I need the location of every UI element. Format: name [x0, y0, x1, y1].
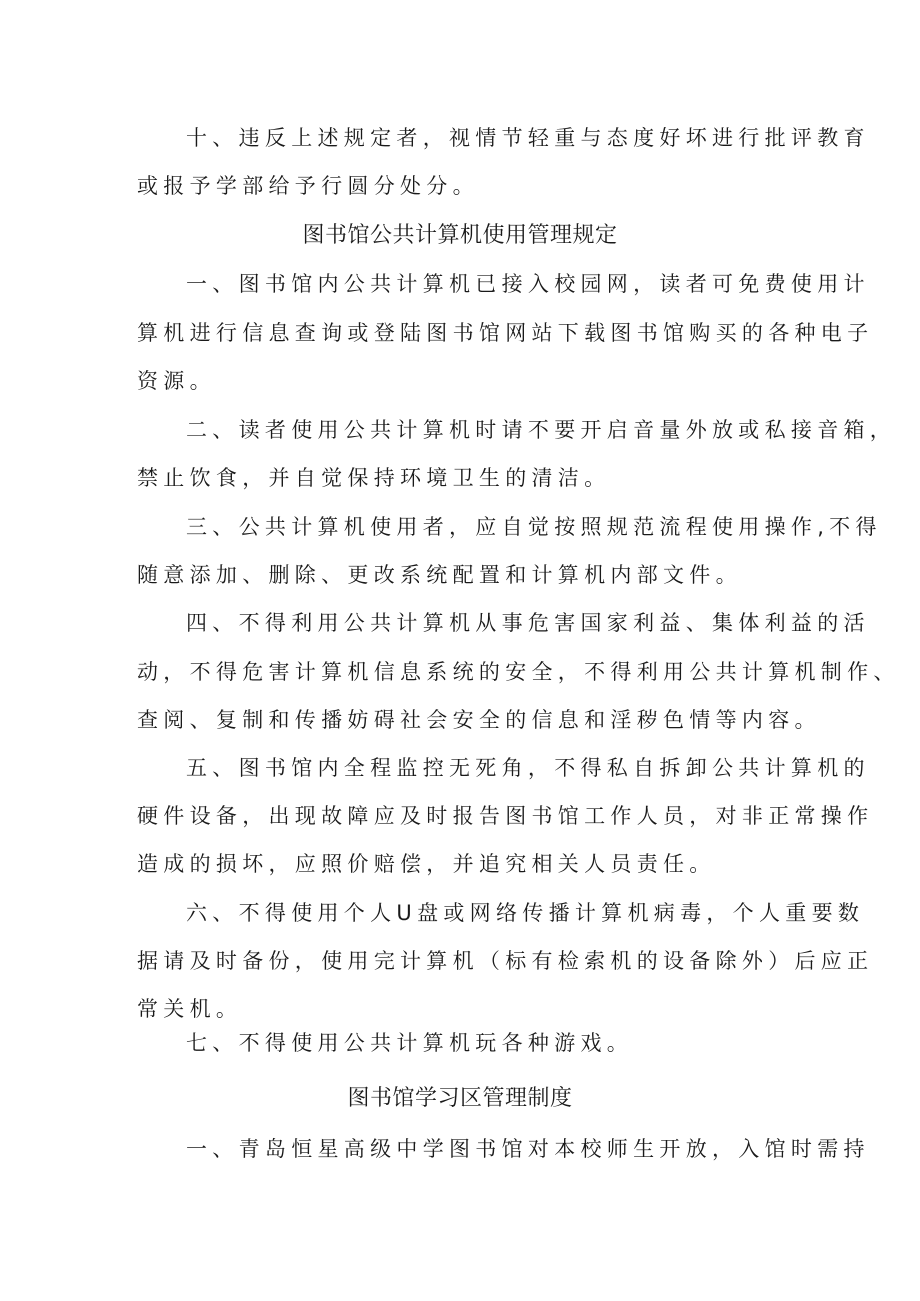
- section-heading-study-area-rules: 图书馆学习区管理制度: [347, 1086, 573, 1111]
- computer-rule-1-line-2: 算机进行信息查询或登陆图书馆网站下载图书馆购买的各种电子: [137, 321, 874, 345]
- computer-rule-3-line-1: 三、公共计算机使用者，应自觉按照规范流程使用操作,不得: [186, 515, 882, 539]
- section-heading-computer-rules: 图书馆公共计算机使用管理规定: [302, 223, 618, 248]
- computer-rule-6-line-3: 常关机。: [137, 997, 243, 1021]
- computer-rule-4-line-1: 四、不得利用公共计算机从事危害国家利益、集体利益的活: [186, 611, 870, 635]
- computer-rule-6-line-1: 六、不得使用个人U盘或网络传播计算机病毒，个人重要数: [186, 901, 865, 925]
- computer-rule-1-line-1: 一、图书馆内公共计算机已接入校园网，读者可免费使用计: [186, 272, 870, 296]
- computer-rule-6-line-2: 据请及时备份，使用完计算机（标有检索机的设备除外）后应正: [137, 949, 874, 973]
- computer-rule-2-line-1: 二、读者使用公共计算机时请不要开启音量外放或私接音箱，: [186, 418, 897, 442]
- computer-rule-1-line-3: 资源。: [137, 369, 216, 393]
- computer-rule-7-line-1: 七、不得使用公共计算机玩各种游戏。: [186, 1031, 634, 1055]
- paragraph-10-line-1: 十、违反上述规定者，视情节轻重与态度好坏进行批评教育: [186, 126, 870, 150]
- computer-rule-5-line-3: 造成的损坏，应照价赔偿，并追究相关人员责任。: [137, 852, 716, 876]
- computer-rule-3-line-2: 随意添加、删除、更改系统配置和计算机内部文件。: [137, 563, 742, 587]
- computer-rule-5-line-2: 硬件设备，出现故障应及时报告图书馆工作人员，对非正常操作: [137, 804, 874, 828]
- computer-rule-4-line-3: 查阅、复制和传播妨碍社会安全的信息和淫秽色情等内容。: [137, 708, 821, 732]
- computer-rule-2-line-2: 禁止饮食，并自觉保持环境卫生的清洁。: [137, 466, 611, 490]
- computer-rule-4-line-2: 动，不得危害计算机信息系统的安全，不得利用公共计算机制作、: [137, 660, 900, 684]
- computer-rule-5-line-1: 五、图书馆内全程监控无死角，不得私自拆卸公共计算机的: [186, 756, 870, 780]
- study-rule-1-line-1: 一、青岛恒星高级中学图书馆对本校师生开放，入馆时需持: [186, 1137, 870, 1161]
- paragraph-10-line-2: 或报予学部给予行圆分处分。: [137, 174, 479, 198]
